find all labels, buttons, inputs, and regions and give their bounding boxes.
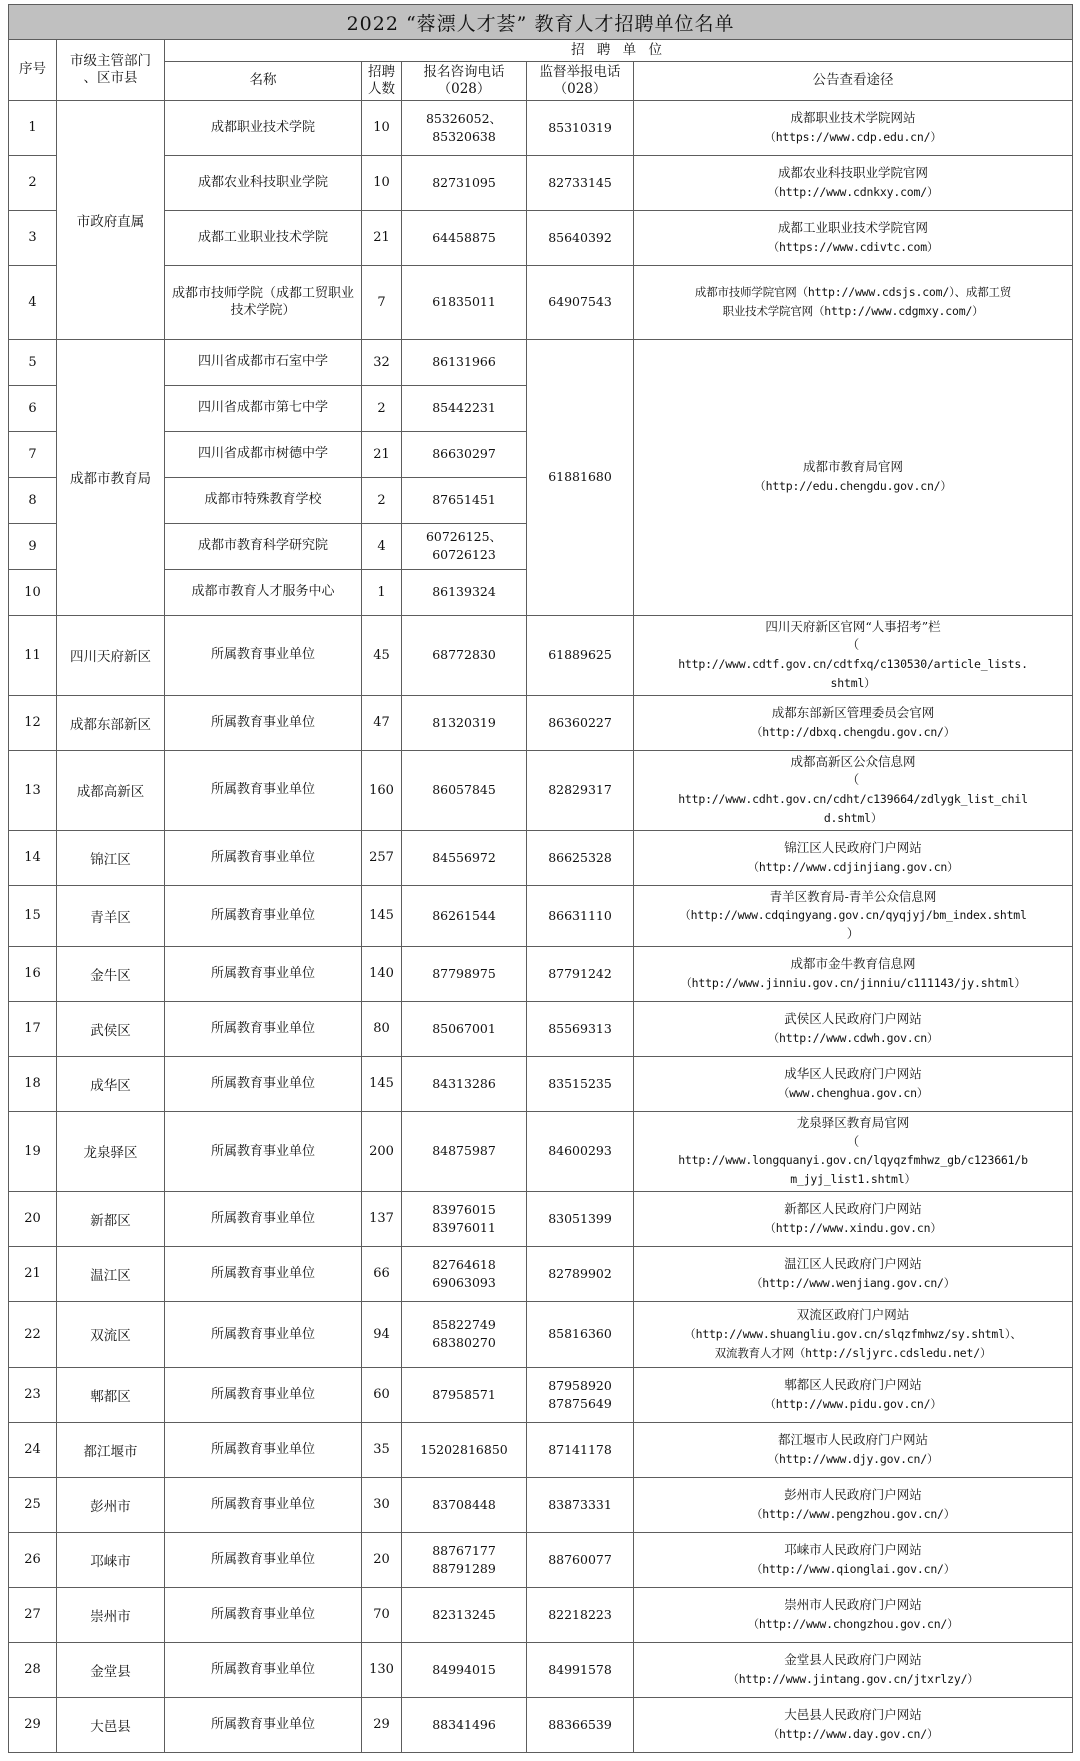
cell-index: 2 [9,155,57,210]
cell-count: 7 [362,265,402,339]
cell-unit-name: 所属教育事业单位 [165,1001,362,1056]
cell-notice-path: 成都市金牛教育信息网 （http://www.jinniu.gov.cn/jinniu/c111143/jy.shtml） [634,946,1073,1001]
cell-index: 6 [9,385,57,431]
cell-dept: 四川天府新区 [57,615,165,695]
header-name: 名称 [165,61,362,100]
cell-index: 10 [9,569,57,615]
cell-notice-path: 成都工业职业技术学院官网 （https://www.cdivtc.com） [634,210,1073,265]
table-row [9,1001,1073,1056]
cell-index: 12 [9,695,57,750]
table-row [9,1246,1073,1301]
cell-unit-name: 所属教育事业单位 [165,1056,362,1111]
cell-report-phone: 83051399 [527,1191,634,1246]
cell-signup-phone: 64458875 [402,210,527,265]
table-row [9,1111,1073,1191]
cell-notice-path: 温江区人民政府门户网站 （http://www.wenjiang.gov.cn/） [634,1246,1073,1301]
cell-index: 21 [9,1246,57,1301]
cell-index: 7 [9,431,57,477]
cell-signup-phone: 86139324 [402,569,527,615]
cell-signup-phone: 87958571 [402,1367,527,1422]
cell-index: 25 [9,1477,57,1532]
cell-dept: 大邑县 [57,1697,165,1752]
cell-index: 9 [9,523,57,569]
cell-notice-path: 成都高新区公众信息网 （ http://www.cdht.gov.cn/cdht/c139664/zdlygk_list_chil d.shtml） [634,750,1073,830]
cell-count: 10 [362,155,402,210]
cell-count: 2 [362,385,402,431]
table-row [9,339,1073,385]
cell-unit-name: 所属教育事业单位 [165,1301,362,1367]
header-signup-phone: 报名咨询电话 （028） [402,61,527,100]
table-row [9,1191,1073,1246]
table-row [9,1532,1073,1587]
table-row [9,1301,1073,1367]
cell-count: 29 [362,1697,402,1752]
cell-unit-name: 所属教育事业单位 [165,1111,362,1191]
cell-report-phone: 84600293 [527,1111,634,1191]
cell-dept: 成都高新区 [57,750,165,830]
cell-signup-phone: 15202816850 [402,1422,527,1477]
cell-report-phone: 61889625 [527,615,634,695]
header-report-phone: 监督举报电话 （028） [527,61,634,100]
header-row-top [9,40,1073,62]
cell-report-phone: 83873331 [527,1477,634,1532]
cell-count: 4 [362,523,402,569]
cell-count: 145 [362,885,402,946]
cell-unit-name: 所属教育事业单位 [165,1532,362,1587]
cell-signup-phone: 85822749 68380270 [402,1301,527,1367]
cell-notice-path: 双流区政府门户网站 （http://www.shuangliu.gov.cn/slqzfmhwz/sy.shtml）、 双流教育人才网（http://sljyrc.cdsledu.net/） [634,1301,1073,1367]
cell-signup-phone: 60726125、 60726123 [402,523,527,569]
cell-signup-phone: 87798975 [402,946,527,1001]
cell-count: 60 [362,1367,402,1422]
cell-report-phone: 82829317 [527,750,634,830]
cell-unit-name: 所属教育事业单位 [165,615,362,695]
table-row [9,1056,1073,1111]
cell-count: 10 [362,100,402,155]
cell-report-phone: 83515235 [527,1056,634,1111]
cell-dept: 武侯区 [57,1001,165,1056]
cell-count: 2 [362,477,402,523]
cell-notice-path: 成都市教育局官网 （http://edu.chengdu.gov.cn/） [634,339,1073,615]
cell-count: 130 [362,1642,402,1697]
cell-signup-phone: 87651451 [402,477,527,523]
cell-count: 47 [362,695,402,750]
cell-unit-name: 成都职业技术学院 [165,100,362,155]
cell-unit-name: 所属教育事业单位 [165,1422,362,1477]
cell-index: 22 [9,1301,57,1367]
cell-index: 5 [9,339,57,385]
cell-index: 29 [9,1697,57,1752]
cell-count: 35 [362,1422,402,1477]
cell-dept: 崇州市 [57,1587,165,1642]
cell-index: 16 [9,946,57,1001]
cell-unit-name: 成都市特殊教育学校 [165,477,362,523]
cell-signup-phone: 84875987 [402,1111,527,1191]
cell-report-phone: 61881680 [527,339,634,615]
cell-dept: 郫都区 [57,1367,165,1422]
cell-count: 21 [362,210,402,265]
cell-signup-phone: 86630297 [402,431,527,477]
table-row [9,885,1073,946]
page-title: 2022 “蓉漂人才荟” 教育人才招聘单位名单 [9,5,1073,40]
cell-report-phone: 82733145 [527,155,634,210]
cell-unit-name: 所属教育事业单位 [165,1587,362,1642]
cell-report-phone: 85310319 [527,100,634,155]
cell-count: 21 [362,431,402,477]
cell-dept: 青羊区 [57,885,165,946]
cell-unit-name: 所属教育事业单位 [165,1642,362,1697]
cell-index: 26 [9,1532,57,1587]
cell-notice-path: 都江堰市人民政府门户网站 （http://www.djy.gov.cn/） [634,1422,1073,1477]
cell-index: 18 [9,1056,57,1111]
cell-dept: 双流区 [57,1301,165,1367]
cell-report-phone: 87141178 [527,1422,634,1477]
header-row-bottom [9,61,1073,100]
cell-count: 200 [362,1111,402,1191]
cell-report-phone: 82218223 [527,1587,634,1642]
recruitment-table [8,4,1073,1753]
cell-count: 160 [362,750,402,830]
cell-signup-phone: 84994015 [402,1642,527,1697]
table-row [9,1587,1073,1642]
cell-unit-name: 所属教育事业单位 [165,830,362,885]
cell-signup-phone: 82764618 69063093 [402,1246,527,1301]
cell-count: 1 [362,569,402,615]
table-row [9,1642,1073,1697]
cell-unit-name: 所属教育事业单位 [165,695,362,750]
cell-signup-phone: 61835011 [402,265,527,339]
cell-index: 23 [9,1367,57,1422]
cell-index: 15 [9,885,57,946]
cell-index: 27 [9,1587,57,1642]
cell-count: 80 [362,1001,402,1056]
cell-report-phone: 85816360 [527,1301,634,1367]
cell-signup-phone: 84556972 [402,830,527,885]
cell-count: 145 [362,1056,402,1111]
cell-dept: 邛崃市 [57,1532,165,1587]
table-row [9,750,1073,830]
header-count: 招聘 人数 [362,61,402,100]
cell-signup-phone: 88767177 88791289 [402,1532,527,1587]
table-row [9,946,1073,1001]
cell-dept: 成都东部新区 [57,695,165,750]
cell-notice-path: 龙泉驿区教育局官网 （ http://www.longquanyi.gov.cn/lqyqzfmhwz_gb/c123661/b m_jyj_list1.shtml） [634,1111,1073,1191]
title-row [9,5,1073,40]
cell-notice-path: 青羊区教育局-青羊公众信息网 （http://www.cdqingyang.gov.cn/qyqjyj/bm_index.shtml ） [634,885,1073,946]
cell-report-phone: 86625328 [527,830,634,885]
cell-index: 28 [9,1642,57,1697]
table-row [9,1367,1073,1422]
cell-report-phone: 86631110 [527,885,634,946]
cell-notice-path: 锦江区人民政府门户网站 （http://www.cdjinjiang.gov.cn） [634,830,1073,885]
table-row [9,100,1073,155]
cell-unit-name: 四川省成都市第七中学 [165,385,362,431]
cell-signup-phone: 82731095 [402,155,527,210]
cell-notice-path: 郫都区人民政府门户网站 （http://www.pidu.gov.cn/） [634,1367,1073,1422]
cell-index: 8 [9,477,57,523]
cell-dept: 新都区 [57,1191,165,1246]
cell-unit-name: 所属教育事业单位 [165,1191,362,1246]
cell-unit-name: 四川省成都市石室中学 [165,339,362,385]
cell-notice-path: 成都市技师学院官网（http://www.cdsjs.com/）、成都工贸 职业技术学院官网（http://www.cdgmxy.com/） [634,265,1073,339]
cell-notice-path: 四川天府新区官网“人事招考”栏 （ http://www.cdtf.gov.cn/cdtfxq/c130530/article_lists. shtml） [634,615,1073,695]
cell-signup-phone: 84313286 [402,1056,527,1111]
cell-notice-path: 成华区人民政府门户网站 （www.chenghua.gov.cn） [634,1056,1073,1111]
cell-signup-phone: 83976015 83976011 [402,1191,527,1246]
header-index: 序号 [9,40,57,101]
cell-signup-phone: 86131966 [402,339,527,385]
cell-count: 66 [362,1246,402,1301]
table-row [9,1422,1073,1477]
cell-dept: 都江堰市 [57,1422,165,1477]
table-row [9,210,1073,265]
table-row [9,1697,1073,1752]
cell-index: 24 [9,1422,57,1477]
cell-signup-phone: 88341496 [402,1697,527,1752]
cell-notice-path: 彭州市人民政府门户网站 （http://www.pengzhou.gov.cn/） [634,1477,1073,1532]
cell-unit-name: 四川省成都市树德中学 [165,431,362,477]
cell-unit-name: 所属教育事业单位 [165,750,362,830]
cell-signup-phone: 86261544 [402,885,527,946]
cell-notice-path: 新都区人民政府门户网站 （http://www.xindu.gov.cn） [634,1191,1073,1246]
cell-notice-path: 成都农业科技职业学院官网 （http://www.cdnkxy.com/） [634,155,1073,210]
cell-dept: 成华区 [57,1056,165,1111]
cell-index: 1 [9,100,57,155]
cell-unit-name: 所属教育事业单位 [165,946,362,1001]
table-row [9,1477,1073,1532]
cell-signup-phone: 86057845 [402,750,527,830]
cell-signup-phone: 85067001 [402,1001,527,1056]
cell-index: 20 [9,1191,57,1246]
cell-index: 17 [9,1001,57,1056]
cell-count: 137 [362,1191,402,1246]
cell-dept: 锦江区 [57,830,165,885]
table-row [9,695,1073,750]
cell-index: 4 [9,265,57,339]
cell-count: 20 [362,1532,402,1587]
cell-report-phone: 86360227 [527,695,634,750]
cell-report-phone: 85640392 [527,210,634,265]
cell-index: 3 [9,210,57,265]
cell-count: 140 [362,946,402,1001]
cell-dept: 金牛区 [57,946,165,1001]
cell-count: 45 [362,615,402,695]
cell-unit-name: 所属教育事业单位 [165,1246,362,1301]
cell-dept: 市政府直属 [57,100,165,339]
cell-report-phone: 64907543 [527,265,634,339]
cell-unit-name: 成都市技师学院（成都工贸职业技术学院） [165,265,362,339]
cell-dept: 成都市教育局 [57,339,165,615]
cell-dept: 金堂县 [57,1642,165,1697]
cell-count: 70 [362,1587,402,1642]
cell-dept: 温江区 [57,1246,165,1301]
cell-count: 30 [362,1477,402,1532]
cell-notice-path: 邛崃市人民政府门户网站 （http://www.qionglai.gov.cn/） [634,1532,1073,1587]
cell-dept: 彭州市 [57,1477,165,1532]
cell-dept: 龙泉驿区 [57,1111,165,1191]
cell-index: 19 [9,1111,57,1191]
cell-notice-path: 崇州市人民政府门户网站 （http://www.chongzhou.gov.cn/） [634,1587,1073,1642]
cell-unit-name: 所属教育事业单位 [165,1367,362,1422]
cell-index: 14 [9,830,57,885]
cell-signup-phone: 82313245 [402,1587,527,1642]
header-group-recruit-unit: 招 聘 单 位 [165,40,1073,62]
cell-notice-path: 武侯区人民政府门户网站 （http://www.cdwh.gov.cn） [634,1001,1073,1056]
cell-notice-path: 大邑县人民政府门户网站 （http://www.day.gov.cn/） [634,1697,1073,1752]
cell-signup-phone: 85326052、 85320638 [402,100,527,155]
cell-unit-name: 所属教育事业单位 [165,1697,362,1752]
cell-report-phone: 84991578 [527,1642,634,1697]
cell-count: 32 [362,339,402,385]
cell-notice-path: 成都职业技术学院网站 （https://www.cdp.edu.cn/） [634,100,1073,155]
cell-report-phone: 87958920 87875649 [527,1367,634,1422]
cell-unit-name: 所属教育事业单位 [165,1477,362,1532]
cell-index: 11 [9,615,57,695]
cell-report-phone: 87791242 [527,946,634,1001]
cell-signup-phone: 83708448 [402,1477,527,1532]
cell-signup-phone: 85442231 [402,385,527,431]
table-row [9,830,1073,885]
table-row [9,265,1073,339]
cell-count: 94 [362,1301,402,1367]
cell-signup-phone: 68772830 [402,615,527,695]
cell-unit-name: 成都市教育科学研究院 [165,523,362,569]
cell-count: 257 [362,830,402,885]
cell-report-phone: 82789902 [527,1246,634,1301]
cell-report-phone: 85569313 [527,1001,634,1056]
table-row [9,155,1073,210]
cell-notice-path: 成都东部新区管理委员会官网 （http://dbxq.chengdu.gov.cn/） [634,695,1073,750]
cell-report-phone: 88366539 [527,1697,634,1752]
header-dept: 市级主管部门 、区市县 [57,40,165,101]
cell-unit-name: 成都工业职业技术学院 [165,210,362,265]
cell-notice-path: 金堂县人民政府门户网站 （http://www.jintang.gov.cn/jtxrlzy/） [634,1642,1073,1697]
cell-unit-name: 成都市教育人才服务中心 [165,569,362,615]
cell-index: 13 [9,750,57,830]
cell-unit-name: 成都农业科技职业学院 [165,155,362,210]
header-notice-path: 公告查看途径 [634,61,1073,100]
cell-signup-phone: 81320319 [402,695,527,750]
table-row [9,615,1073,695]
cell-unit-name: 所属教育事业单位 [165,885,362,946]
cell-report-phone: 88760077 [527,1532,634,1587]
